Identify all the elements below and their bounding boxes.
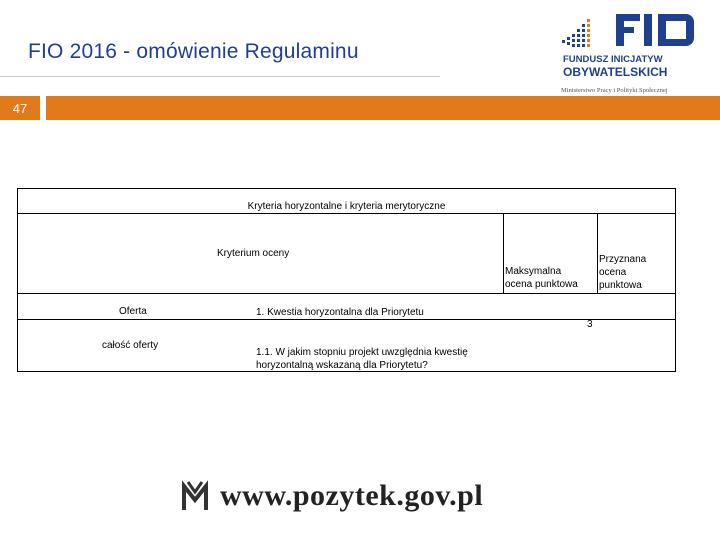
row2-label: całość oferty <box>102 340 159 351</box>
logo-line2: OBYWATELSKICH <box>563 65 668 79</box>
row2-criterion: 1.1. W jakim stopniu projekt uwzględnia kwestię horyzontalną wskazaną dla Priorytetu? <box>256 347 468 371</box>
table-border-top <box>17 188 676 189</box>
table-border-left <box>17 188 18 372</box>
table-col-line-2 <box>597 213 598 293</box>
table-border-right <box>675 188 676 372</box>
footer <box>178 478 483 514</box>
logo-line1: FUNDUSZ INICJATYW <box>563 54 663 65</box>
row1-label: Oferta <box>119 306 147 317</box>
table-row-line-2 <box>17 319 676 320</box>
table-header-line <box>17 213 676 214</box>
criteria-table <box>17 188 676 372</box>
row1-criterion: 1. Kwestia horyzontalna dla Priorytetu <box>256 307 424 318</box>
table-title: Kryteria horyzontalne i kryteria merytoryczne <box>247 201 446 212</box>
row1-max-score: 3 <box>587 319 593 330</box>
logo-ministry: Ministerstwo Pracy i Polityki Społecznej <box>561 87 668 94</box>
slide-title: FIO 2016 - omówienie Regulaminu <box>28 40 359 63</box>
slide-number: 47 <box>12 100 28 116</box>
footer-url[interactable]: www.pozytek.gov.pl <box>220 479 484 512</box>
pozytek-icon <box>178 478 212 514</box>
criterion-header: Kryterium oceny <box>217 248 290 259</box>
table-col-line-1 <box>503 213 504 293</box>
table-row-line-1 <box>17 293 676 294</box>
max-score-header: Maksymalna ocena punktowa <box>505 266 578 290</box>
fio-logo <box>560 10 700 100</box>
title-underline <box>0 76 440 77</box>
accent-bar <box>46 96 720 120</box>
slide-number-box <box>0 96 40 120</box>
awarded-score-header: Przyznana ocena punktowa <box>599 254 647 291</box>
